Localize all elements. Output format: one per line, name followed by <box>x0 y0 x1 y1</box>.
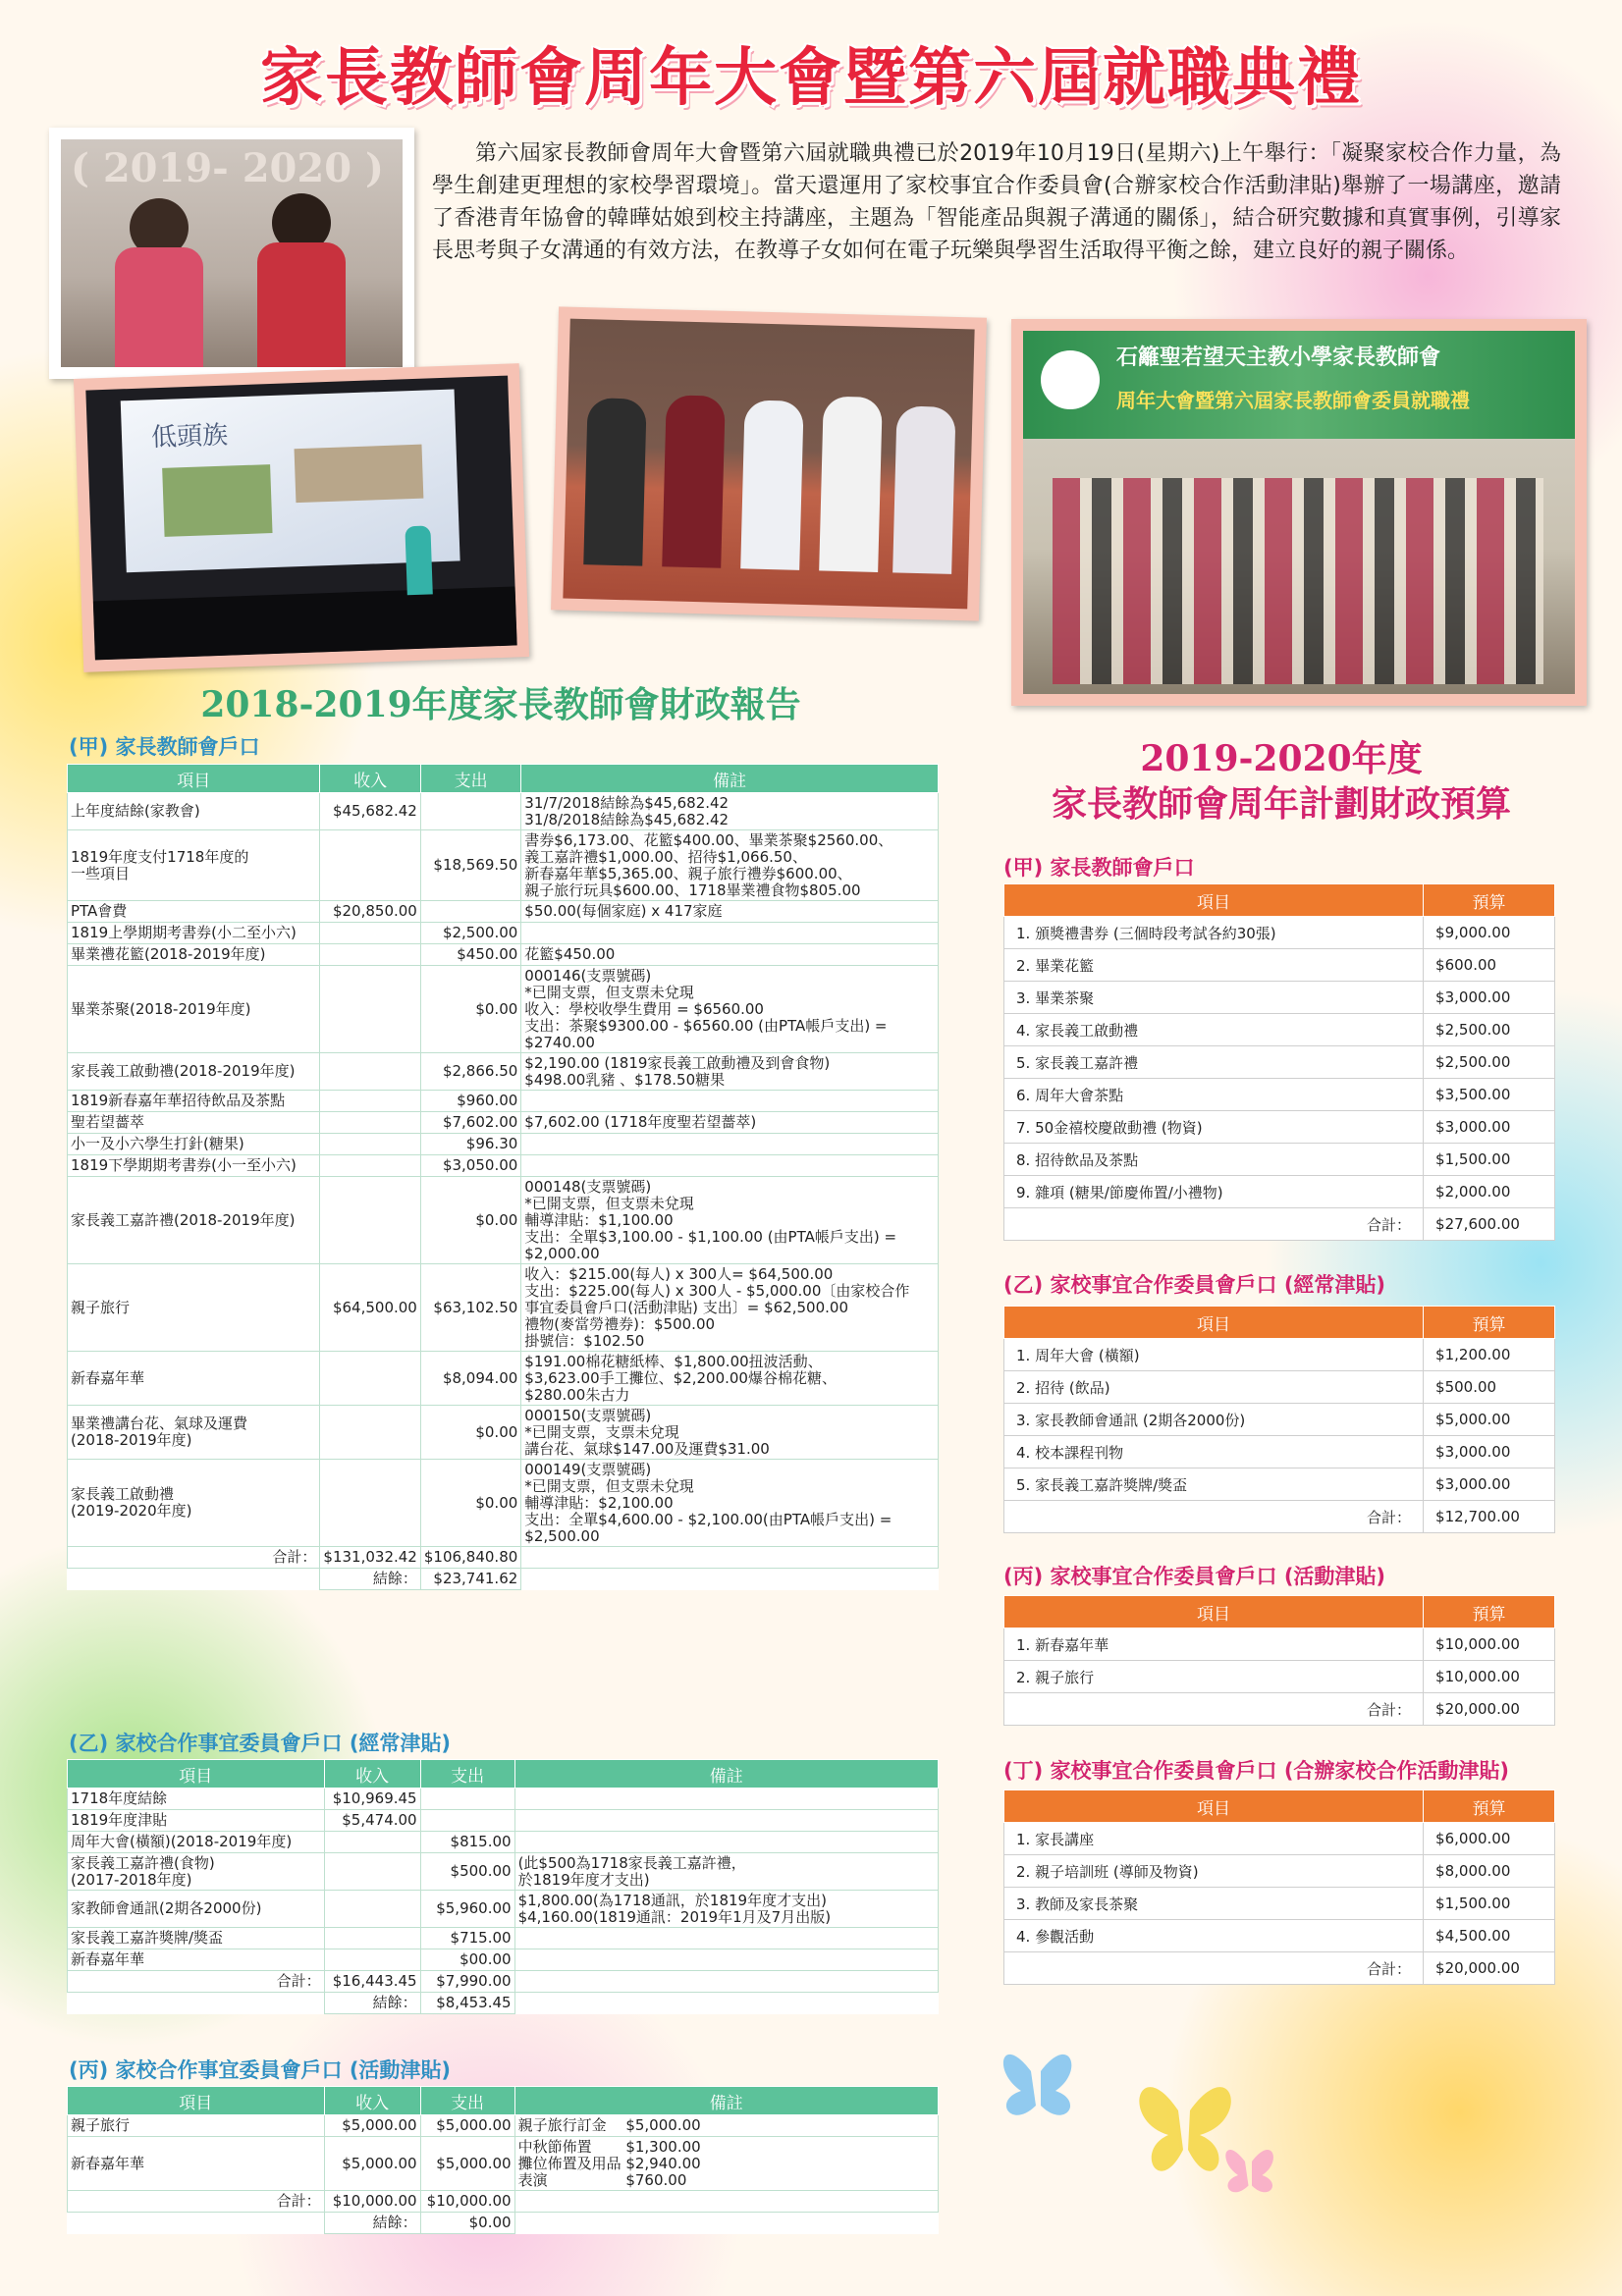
row-note: 中秋節佈置 $1,300.00 攤位佈置及用品 $2,940.00 表演 $760.00 <box>514 2137 938 2191</box>
budget-row <box>1004 1176 1555 1208</box>
row-income: $5,474.00 <box>324 1810 420 1832</box>
row-expense: $5,000.00 <box>420 2137 514 2191</box>
budget-amount: $3,000.00 <box>1424 1111 1555 1144</box>
budget-item: 9. 雜項 (糖果/節慶佈置/小禮物) <box>1004 1176 1424 1208</box>
row-note: $1,800.00(為1718通訊，於1819年度才支出) $4,160.00(1819通訊：2019年1月及7月出版) <box>514 1891 938 1928</box>
report-sec-b-table <box>67 1759 939 2014</box>
table-row <box>68 1810 939 1832</box>
budget-row <box>1004 949 1555 982</box>
total-row <box>68 2191 939 2213</box>
row-expense: $63,102.50 <box>420 1264 520 1352</box>
row-note: $50.00(每個家庭) x 417家庭 <box>521 901 939 923</box>
row-item: 1819下學期期考書券(小一至小六) <box>68 1155 320 1177</box>
row-income <box>320 966 420 1053</box>
col-item: 項目 <box>1004 1790 1424 1823</box>
table-row <box>68 830 939 901</box>
row-note: 000146(支票號碼) *已開支票，但支票未兌現 收入：學校收學生費用 = $6560.00 支出：茶聚$9300.00 - $6560.00 (由PTA帳戶支出) = $2740.00 <box>521 966 939 1053</box>
total-label: 合計： <box>68 2191 325 2213</box>
budget-title-line1: 2019-2020年度 <box>1140 738 1423 779</box>
row-note <box>514 1832 938 1853</box>
budget-item: 1. 家長講座 <box>1004 1823 1424 1855</box>
table-row <box>68 1853 939 1891</box>
row-income <box>320 1177 420 1264</box>
report-sec-c-title: (丙) 家校合作事宜委員會戶口 (活動津貼) <box>69 2058 452 2082</box>
row-item: 畢業禮講台花、氣球及運費 (2018-2019年度) <box>68 1406 320 1460</box>
table-row <box>68 944 939 966</box>
row-expense: $2,866.50 <box>420 1053 520 1091</box>
budget-sec-b-title: (乙) 家校事宜合作委員會戶口 (經常津貼) <box>1003 1273 1386 1297</box>
budget-total-value: $12,700.00 <box>1424 1501 1555 1533</box>
row-expense <box>420 1789 514 1810</box>
balance-label: 結餘： <box>320 1569 420 1590</box>
row-income <box>320 1112 420 1134</box>
row-expense: $715.00 <box>420 1928 514 1949</box>
balance-row <box>68 1569 939 1590</box>
budget-amount: $2,000.00 <box>1424 1176 1555 1208</box>
row-item: 家長義工啟動禮(2018-2019年度) <box>68 1053 320 1091</box>
row-expense: $96.30 <box>420 1134 520 1155</box>
row-note <box>514 1949 938 1971</box>
row-expense: $18,569.50 <box>420 830 520 901</box>
table-row <box>68 1134 939 1155</box>
row-item: 上年度結餘(家教會) <box>68 793 320 830</box>
table-row <box>68 1891 939 1928</box>
budget-total-row <box>1004 1501 1555 1533</box>
table-row <box>68 1949 939 1971</box>
budget-amount: $2,500.00 <box>1424 1014 1555 1046</box>
row-item: 聖若望薔萃 <box>68 1112 320 1134</box>
row-income: $20,850.00 <box>320 901 420 923</box>
col-income: 收入 <box>324 2087 420 2115</box>
photo-speakers <box>49 128 414 379</box>
budget-row <box>1004 1144 1555 1176</box>
budget-total-label: 合計： <box>1004 1693 1424 1726</box>
budget-amount: $10,000.00 <box>1424 1661 1555 1693</box>
budget-item: 4. 校本課程刊物 <box>1004 1436 1424 1468</box>
budget-total-row <box>1004 1208 1555 1241</box>
budget-amount: $1,500.00 <box>1424 1144 1555 1176</box>
budget-item: 2. 親子旅行 <box>1004 1661 1424 1693</box>
balance-row <box>68 1993 939 2014</box>
row-note: 000150(支票號碼) *已開支票，支票未兌現 講台花、氣球$147.00及運費$31.00 <box>521 1406 939 1460</box>
budget-amount: $3,000.00 <box>1424 982 1555 1014</box>
row-note <box>521 923 939 944</box>
row-item: PTA會費 <box>68 901 320 923</box>
row-item: 畢業禮花籃(2018-2019年度) <box>68 944 320 966</box>
row-expense: $5,960.00 <box>420 1891 514 1928</box>
row-item: 1819新春嘉年華招待飲品及茶點 <box>68 1091 320 1112</box>
row-expense: $5,000.00 <box>420 2115 514 2137</box>
row-note: $2,190.00 (1819家長義工啟動禮及到會食物) $498.00乳豬 、$178.50糖果 <box>521 1053 939 1091</box>
row-note <box>521 1155 939 1177</box>
row-note: 花籃$450.00 <box>521 944 939 966</box>
row-expense <box>420 793 520 830</box>
total-expense: $10,000.00 <box>420 2191 514 2213</box>
col-note: 備註 <box>521 765 939 793</box>
total-empty <box>521 1547 939 1569</box>
budget-total-value: $20,000.00 <box>1424 1952 1555 1985</box>
row-item: 家長義工嘉許禮(2018-2019年度) <box>68 1177 320 1264</box>
row-income <box>320 944 420 966</box>
budget-item: 5. 家長義工嘉許獎牌/獎盃 <box>1004 1468 1424 1501</box>
balance-spacer <box>514 2213 938 2234</box>
budget-row <box>1004 1111 1555 1144</box>
budget-amount: $3,000.00 <box>1424 1436 1555 1468</box>
total-expense: $106,840.80 <box>420 1547 520 1569</box>
balance-spacer <box>68 2213 325 2234</box>
row-expense: $450.00 <box>420 944 520 966</box>
col-budget: 預算 <box>1424 1790 1555 1823</box>
col-budget: 預算 <box>1424 1307 1555 1339</box>
row-item: 1819年度支付1718年度的 一些項目 <box>68 830 320 901</box>
budget-item: 1. 新春嘉年華 <box>1004 1629 1424 1661</box>
table-row <box>68 2115 939 2137</box>
row-income <box>324 1853 420 1891</box>
table-row <box>68 966 939 1053</box>
table-row <box>68 1091 939 1112</box>
row-note <box>521 1091 939 1112</box>
row-item: 家長義工嘉許獎牌/獎盃 <box>68 1928 325 1949</box>
row-income <box>320 1155 420 1177</box>
budget-sec-a-table <box>1003 883 1555 1241</box>
budget-item: 6. 周年大會茶點 <box>1004 1079 1424 1111</box>
balance-spacer <box>514 1993 938 2014</box>
row-note: 書券$6,173.00、花籃$400.00、畢業茶聚$2560.00、 義工嘉許禮$1,000.00、招待$1,066.50、 新春嘉年華$5,365.00、親子旅行禮券$600.00、 親子旅行玩具$600.00、1718畢業禮食物$805.00 <box>521 830 939 901</box>
row-expense: $0.00 <box>420 1460 520 1547</box>
row-income: $10,969.45 <box>324 1789 420 1810</box>
budget-row <box>1004 1823 1555 1855</box>
budget-title <box>992 736 1571 827</box>
budget-total-value: $20,000.00 <box>1424 1693 1555 1726</box>
total-income: $10,000.00 <box>324 2191 420 2213</box>
budget-row <box>1004 1014 1555 1046</box>
total-row <box>68 1971 939 1993</box>
col-expense: 支出 <box>420 765 520 793</box>
row-expense: $8,094.00 <box>420 1352 520 1406</box>
report-sec-a-title: (甲) 家長教師會戶口 <box>69 735 260 759</box>
budget-row <box>1004 1404 1555 1436</box>
balance-spacer <box>521 1569 939 1590</box>
row-income: $45,682.42 <box>320 793 420 830</box>
budget-item: 1. 頒獎禮書券 (三個時段考試各約30張) <box>1004 917 1424 949</box>
budget-row <box>1004 1855 1555 1888</box>
budget-amount: $2,500.00 <box>1424 1046 1555 1079</box>
table-row <box>68 1155 939 1177</box>
budget-amount: $1,200.00 <box>1424 1339 1555 1371</box>
budget-amount: $600.00 <box>1424 949 1555 982</box>
budget-item: 8. 招待飲品及茶點 <box>1004 1144 1424 1176</box>
budget-sec-d-title: (丁) 家校事宜合作委員會戶口 (合辦家校合作活動津貼) <box>1003 1759 1510 1783</box>
row-note: $7,602.00 (1718年度聖若望薔萃) <box>521 1112 939 1134</box>
total-empty <box>514 2191 938 2213</box>
budget-row <box>1004 1436 1555 1468</box>
row-item: 家教師會通訊(2期各2000份) <box>68 1891 325 1928</box>
butterfly-decoration-icon <box>992 2012 1306 2209</box>
row-expense: $500.00 <box>420 1853 514 1891</box>
report-sec-b-title: (乙) 家校合作事宜委員會戶口 (經常津貼) <box>69 1732 452 1755</box>
budget-item: 2. 親子培訓班 (導師及物資) <box>1004 1855 1424 1888</box>
row-item: 新春嘉年華 <box>68 2137 325 2191</box>
budget-row <box>1004 1046 1555 1079</box>
row-income: $5,000.00 <box>324 2115 420 2137</box>
budget-total-value: $27,600.00 <box>1424 1208 1555 1241</box>
col-budget: 預算 <box>1424 884 1555 917</box>
budget-item: 5. 家長義工嘉許禮 <box>1004 1046 1424 1079</box>
row-note: 000149(支票號碼) *已開支票，但支票未兌現 輔導津貼：$2,100.00 支出：全單$4,600.00 - $2,100.00(由PTA帳戶支出) = $2,500.00 <box>521 1460 939 1547</box>
budget-item: 4. 家長義工啟動禮 <box>1004 1014 1424 1046</box>
budget-row <box>1004 1079 1555 1111</box>
row-expense: $815.00 <box>420 1832 514 1853</box>
row-item: 1819年度津貼 <box>68 1810 325 1832</box>
row-income <box>320 1352 420 1406</box>
table-row <box>68 793 939 830</box>
budget-item: 3. 家長教師會通訊 (2期各2000份) <box>1004 1404 1424 1436</box>
budget-amount: $3,500.00 <box>1424 1079 1555 1111</box>
budget-total-label: 合計： <box>1004 1501 1424 1533</box>
slide-title: 低頭族 <box>150 420 229 454</box>
balance-row <box>68 2213 939 2234</box>
col-income: 收入 <box>320 765 420 793</box>
budget-amount: $500.00 <box>1424 1371 1555 1404</box>
balance-label: 結餘： <box>324 2213 420 2234</box>
budget-row <box>1004 1920 1555 1952</box>
row-expense: $3,050.00 <box>420 1155 520 1177</box>
intro-paragraph: 第六屆家長教師會周年大會暨第六屆就職典禮已於2019年10月19日(星期六)上午舉行：「凝聚家校合作力量，為學生創建更理想的家校學習環境」。當天還運用了家校事宜合作委員會(合辦家校合作活動津貼)舉辦了一場講座，邀請了香港青年協會的韓曄姑娘到校主持講座，主題為「智能產品與親子溝通的關係」，結合研究數據和真實事例，引導家長思考與子女溝通的有效方法，在教導子女如何在電子玩樂與學習生活取得平衡之餘，建立良好的親子關係。 <box>432 141 1561 263</box>
row-income <box>324 1928 420 1949</box>
row-expense: $960.00 <box>420 1091 520 1112</box>
budget-total-label: 合計： <box>1004 1208 1424 1241</box>
total-income: $16,443.45 <box>324 1971 420 1993</box>
budget-row <box>1004 1661 1555 1693</box>
budget-amount: $8,000.00 <box>1424 1855 1555 1888</box>
row-note: 31/7/2018結餘為$45,682.42 31/8/2018結餘為$45,682.42 <box>521 793 939 830</box>
budget-item: 2. 招待 (飲品) <box>1004 1371 1424 1404</box>
row-note: (此$500為1718家長義工嘉許禮， 於1819年度才支出) <box>514 1853 938 1891</box>
col-expense: 支出 <box>420 2087 514 2115</box>
col-item: 項目 <box>68 2087 325 2115</box>
row-note <box>514 1810 938 1832</box>
row-expense: $0.00 <box>420 1177 520 1264</box>
report-title: 2018-2019年度家長教師會財政報告 <box>200 684 801 725</box>
photo-guests <box>551 306 987 620</box>
photo-year-label: ( 2019- 2020 ) <box>71 145 384 191</box>
budget-sec-b-table <box>1003 1306 1555 1533</box>
row-income <box>320 1134 420 1155</box>
row-expense: $7,602.00 <box>420 1112 520 1134</box>
col-note: 備註 <box>514 2087 938 2115</box>
budget-total-row <box>1004 1693 1555 1726</box>
row-income <box>324 1832 420 1853</box>
total-label: 合計： <box>68 1547 320 1569</box>
row-item: 新春嘉年華 <box>68 1352 320 1406</box>
budget-amount: $4,500.00 <box>1424 1920 1555 1952</box>
photo-talk <box>74 363 529 672</box>
row-income <box>324 1891 420 1928</box>
row-expense <box>420 1810 514 1832</box>
col-note: 備註 <box>514 1760 938 1789</box>
total-income: $131,032.42 <box>320 1547 420 1569</box>
event-banner <box>1023 331 1575 439</box>
balance-value: $23,741.62 <box>420 1569 520 1590</box>
budget-item: 7. 50金禧校慶啟動禮 (物資) <box>1004 1111 1424 1144</box>
banner-line-1: 石籬聖若望天主教小學家長教師會 <box>1116 346 1441 370</box>
row-expense: $2,500.00 <box>420 923 520 944</box>
row-item: 家長義工啟動禮 (2019-2020年度) <box>68 1460 320 1547</box>
row-item: 畢業茶聚(2018-2019年度) <box>68 966 320 1053</box>
col-budget: 預算 <box>1424 1596 1555 1629</box>
col-expense: 支出 <box>420 1760 514 1789</box>
table-row <box>68 1112 939 1134</box>
budget-row <box>1004 1371 1555 1404</box>
budget-item: 4. 參觀活動 <box>1004 1920 1424 1952</box>
total-expense: $7,990.00 <box>420 1971 514 1993</box>
col-item: 項目 <box>1004 884 1424 917</box>
budget-row <box>1004 1339 1555 1371</box>
row-income <box>320 1460 420 1547</box>
budget-sec-c-title: (丙) 家校事宜合作委員會戶口 (活動津貼) <box>1003 1565 1386 1588</box>
row-note: 000148(支票號碼) *已開支票，但支票未兌現 輔導津貼：$1,100.00 支出：全單$3,100.00 - $1,100.00 (由PTA帳戶支出) = $2,000.00 <box>521 1177 939 1264</box>
row-item: 親子旅行 <box>68 2115 325 2137</box>
row-item: 周年大會(橫額)(2018-2019年度) <box>68 1832 325 1853</box>
budget-sec-a-title: (甲) 家長教師會戶口 <box>1003 856 1195 880</box>
table-row <box>68 1832 939 1853</box>
row-note <box>514 1928 938 1949</box>
budget-amount: $6,000.00 <box>1424 1823 1555 1855</box>
row-income <box>320 830 420 901</box>
table-row <box>68 901 939 923</box>
report-sec-a-table <box>67 764 939 1590</box>
row-item: 新春嘉年華 <box>68 1949 325 1971</box>
table-row <box>68 1789 939 1810</box>
row-expense: $0.00 <box>420 1406 520 1460</box>
budget-row <box>1004 1629 1555 1661</box>
banner-line-2: 周年大會暨第六屆家長教師會委員就職禮 <box>1116 389 1470 412</box>
row-income <box>324 1949 420 1971</box>
row-income <box>320 1091 420 1112</box>
table-row <box>68 2137 939 2191</box>
col-item: 項目 <box>68 1760 325 1789</box>
table-row <box>68 923 939 944</box>
row-income: $5,000.00 <box>324 2137 420 2191</box>
budget-sec-d-table <box>1003 1789 1555 1985</box>
row-income <box>320 923 420 944</box>
row-expense <box>420 901 520 923</box>
budget-amount: $5,000.00 <box>1424 1404 1555 1436</box>
total-label: 合計： <box>68 1971 325 1993</box>
budget-total-label: 合計： <box>1004 1952 1424 1985</box>
total-empty <box>514 1971 938 1993</box>
row-item: 親子旅行 <box>68 1264 320 1352</box>
row-income <box>320 1053 420 1091</box>
row-expense: $0.00 <box>420 966 520 1053</box>
row-income: $64,500.00 <box>320 1264 420 1352</box>
row-item: 1819上學期期考書券(小二至小六) <box>68 923 320 944</box>
table-row <box>68 1406 939 1460</box>
row-note: $191.00棉花糖紙棒、$1,800.00扭波活動、 $3,623.00手工攤位、$2,200.00爆谷棉花糖、 $280.00朱古力 <box>521 1352 939 1406</box>
budget-item: 3. 畢業茶聚 <box>1004 982 1424 1014</box>
report-sec-c-table <box>67 2086 939 2234</box>
table-row <box>68 1177 939 1264</box>
row-item: 小一及小六學生打針(糖果) <box>68 1134 320 1155</box>
table-row <box>68 1053 939 1091</box>
row-expense: $00.00 <box>420 1949 514 1971</box>
balance-value: $8,453.45 <box>420 1993 514 2014</box>
balance-label: 結餘： <box>324 1993 420 2014</box>
row-note <box>521 1134 939 1155</box>
total-row <box>68 1547 939 1569</box>
row-income <box>320 1406 420 1460</box>
budget-row <box>1004 1888 1555 1920</box>
col-income: 收入 <box>324 1760 420 1789</box>
table-row <box>68 1460 939 1547</box>
table-row <box>68 1928 939 1949</box>
budget-row <box>1004 982 1555 1014</box>
budget-amount: $10,000.00 <box>1424 1629 1555 1661</box>
budget-sec-c-table <box>1003 1595 1555 1726</box>
row-note: 收入：$215.00(每人) x 300人= $64,500.00 支出：$225.00(每人) x 300人 - $5,000.00〔由家校合作 事宜委員會戶口(活動津貼) 支出〕= $62,500.00 禮物(麥當勞禮券)：$500.00 掛號信：$102.50 <box>521 1264 939 1352</box>
budget-title-line2: 家長教師會周年計劃財政預算 <box>1051 783 1511 825</box>
col-item: 項目 <box>1004 1307 1424 1339</box>
table-row <box>68 1264 939 1352</box>
col-item: 項目 <box>68 765 320 793</box>
balance-spacer <box>68 1993 325 2014</box>
balance-spacer <box>68 1569 320 1590</box>
balance-value: $0.00 <box>420 2213 514 2234</box>
page-title: 家長教師會周年大會暨第六屆就職典禮 <box>260 42 1362 115</box>
photo-group <box>1011 319 1587 706</box>
budget-row <box>1004 917 1555 949</box>
row-note <box>514 1789 938 1810</box>
budget-amount: $3,000.00 <box>1424 1468 1555 1501</box>
budget-item: 2. 畢業花籃 <box>1004 949 1424 982</box>
budget-total-row <box>1004 1952 1555 1985</box>
row-item: 1718年度結餘 <box>68 1789 325 1810</box>
budget-amount: $9,000.00 <box>1424 917 1555 949</box>
budget-item: 1. 周年大會 (橫額) <box>1004 1339 1424 1371</box>
row-note: 親子旅行訂金 $5,000.00 <box>514 2115 938 2137</box>
table-row <box>68 1352 939 1406</box>
row-item: 家長義工嘉許禮(食物) (2017-2018年度) <box>68 1853 325 1891</box>
budget-row <box>1004 1468 1555 1501</box>
col-item: 項目 <box>1004 1596 1424 1629</box>
budget-amount: $1,500.00 <box>1424 1888 1555 1920</box>
budget-item: 3. 教師及家長茶聚 <box>1004 1888 1424 1920</box>
